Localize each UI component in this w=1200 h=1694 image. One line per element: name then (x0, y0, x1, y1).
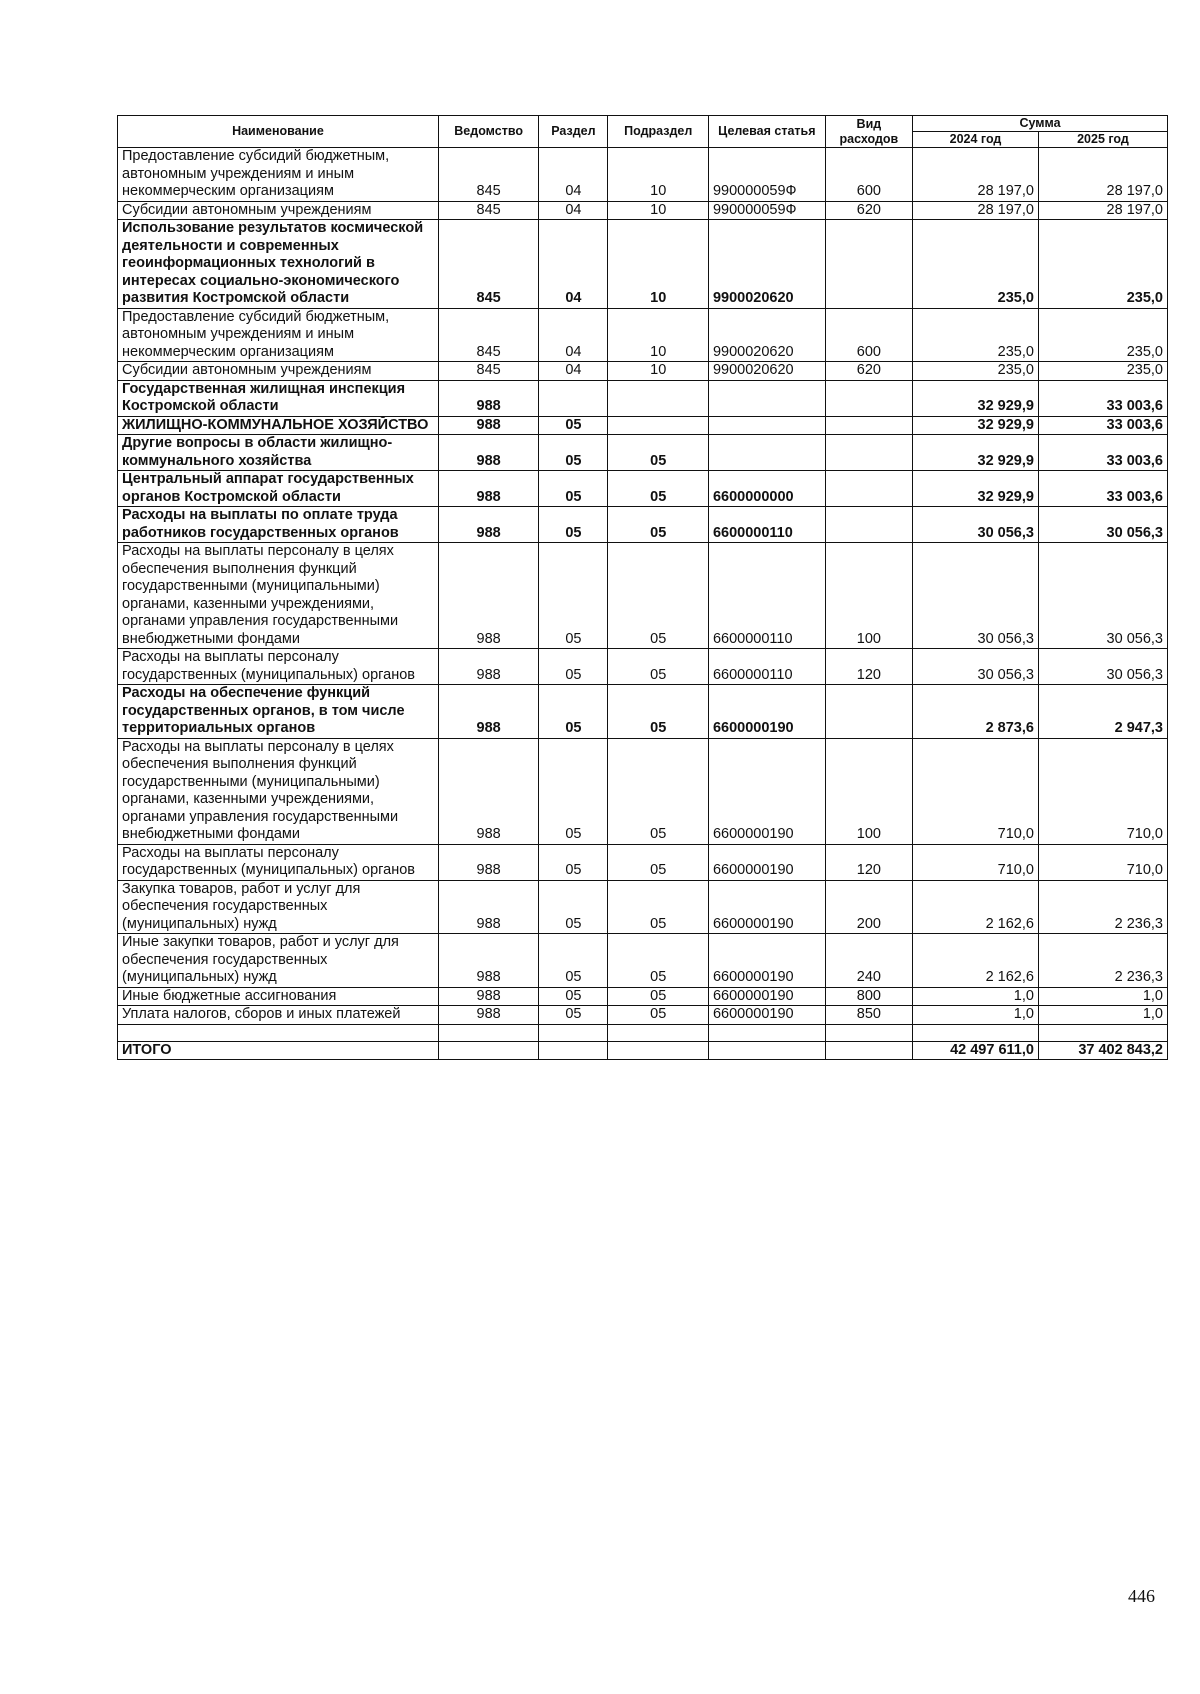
cell-target: 6600000190 (708, 934, 825, 988)
total-2024: 42 497 611,0 (913, 1041, 1039, 1060)
cell-name: Субсидии автономным учреждениям (118, 362, 439, 381)
cell-target: 6600000110 (708, 507, 825, 543)
cell-section: 05 (539, 880, 608, 934)
cell-name: Государственная жилищная инспекция Костромской области (118, 380, 439, 416)
cell-section: 05 (539, 649, 608, 685)
cell-subsection: 05 (608, 880, 709, 934)
cell-name: Предоставление субсидий бюджетным, автономным учреждениям и иным некоммерческим организациям (118, 148, 439, 202)
cell-y2025: 2 947,3 (1038, 685, 1167, 739)
empty-cell (539, 1024, 608, 1041)
total-row (118, 1041, 1168, 1060)
cell-exp-type (825, 416, 912, 435)
cell-target: 9900020620 (708, 362, 825, 381)
table-row (118, 308, 1168, 362)
header-subsection: Подраздел (608, 116, 709, 148)
empty-cell (708, 1024, 825, 1041)
cell-subsection: 05 (608, 1006, 709, 1025)
cell-y2025: 30 056,3 (1038, 543, 1167, 649)
cell-section (539, 380, 608, 416)
cell-section: 05 (539, 435, 608, 471)
table-row (118, 738, 1168, 844)
cell-dept: 988 (438, 435, 539, 471)
empty-cell (913, 1024, 1039, 1041)
cell-target (708, 435, 825, 471)
cell-target: 9900020620 (708, 308, 825, 362)
cell-name: Иные бюджетные ассигнования (118, 987, 439, 1006)
table-row (118, 220, 1168, 309)
cell-y2025: 30 056,3 (1038, 649, 1167, 685)
cell-name: Расходы на выплаты по оплате труда работников государственных органов (118, 507, 439, 543)
cell-section: 05 (539, 738, 608, 844)
table-row (118, 987, 1168, 1006)
cell-name: Расходы на обеспечение функций государственных органов, в том числе территориальных органов (118, 685, 439, 739)
cell-y2024: 32 929,9 (913, 416, 1039, 435)
cell-subsection: 05 (608, 844, 709, 880)
table-row (118, 201, 1168, 220)
cell-exp-type: 200 (825, 880, 912, 934)
cell-y2025: 1,0 (1038, 1006, 1167, 1025)
cell-name: Расходы на выплаты персоналу в целях обеспечения выполнения функций государственными (муниципальными) органами, казенными учреждениями, органами управления государственными внебюджетными фондами (118, 738, 439, 844)
table-row (118, 416, 1168, 435)
cell-y2024: 235,0 (913, 362, 1039, 381)
empty-cell (118, 1024, 439, 1041)
cell-y2025: 2 236,3 (1038, 934, 1167, 988)
cell-y2025: 235,0 (1038, 220, 1167, 309)
cell-section: 05 (539, 987, 608, 1006)
cell-name: Расходы на выплаты персоналу государственных (муниципальных) органов (118, 844, 439, 880)
cell-y2024: 30 056,3 (913, 543, 1039, 649)
cell-y2025: 28 197,0 (1038, 148, 1167, 202)
cell-subsection: 10 (608, 220, 709, 309)
cell-exp-type: 800 (825, 987, 912, 1006)
cell-subsection: 05 (608, 543, 709, 649)
header-row (118, 116, 1168, 132)
cell-exp-type: 600 (825, 308, 912, 362)
cell-y2024: 2 873,6 (913, 685, 1039, 739)
total-empty (708, 1041, 825, 1060)
cell-dept: 988 (438, 543, 539, 649)
cell-subsection: 10 (608, 201, 709, 220)
cell-y2024: 710,0 (913, 844, 1039, 880)
cell-subsection: 05 (608, 934, 709, 988)
cell-dept: 988 (438, 471, 539, 507)
table-row (118, 148, 1168, 202)
header-dept: Ведомство (438, 116, 539, 148)
cell-dept: 988 (438, 934, 539, 988)
cell-target: 6600000000 (708, 471, 825, 507)
cell-target: 6600000190 (708, 880, 825, 934)
cell-exp-type: 620 (825, 362, 912, 381)
total-label: ИТОГО (118, 1041, 439, 1060)
total-empty (438, 1041, 539, 1060)
cell-section: 05 (539, 416, 608, 435)
cell-subsection: 05 (608, 738, 709, 844)
cell-y2024: 1,0 (913, 987, 1039, 1006)
cell-exp-type (825, 471, 912, 507)
cell-name: Центральный аппарат государственных органов Костромской области (118, 471, 439, 507)
cell-dept: 988 (438, 1006, 539, 1025)
cell-y2025: 33 003,6 (1038, 416, 1167, 435)
cell-section: 04 (539, 362, 608, 381)
cell-section: 04 (539, 308, 608, 362)
header-sum: Сумма (913, 116, 1168, 132)
cell-name: Расходы на выплаты персоналу государственных (муниципальных) органов (118, 649, 439, 685)
cell-section: 05 (539, 844, 608, 880)
table-row (118, 471, 1168, 507)
cell-name: Другие вопросы в области жилищно-коммунального хозяйства (118, 435, 439, 471)
cell-section: 04 (539, 220, 608, 309)
cell-y2024: 235,0 (913, 220, 1039, 309)
cell-subsection: 05 (608, 987, 709, 1006)
cell-target (708, 416, 825, 435)
cell-dept: 988 (438, 416, 539, 435)
cell-subsection (608, 380, 709, 416)
cell-y2024: 28 197,0 (913, 148, 1039, 202)
header-2024: 2024 год (913, 132, 1039, 148)
cell-name: Расходы на выплаты персоналу в целях обеспечения выполнения функций государственными (муниципальными) органами, казенными учреждениями, органами управления государственными внебюджетными фондами (118, 543, 439, 649)
cell-y2025: 30 056,3 (1038, 507, 1167, 543)
cell-subsection: 05 (608, 507, 709, 543)
cell-name: Предоставление субсидий бюджетным, автономным учреждениям и иным некоммерческим организациям (118, 308, 439, 362)
cell-dept: 988 (438, 844, 539, 880)
cell-target: 6600000190 (708, 987, 825, 1006)
cell-name: ЖИЛИЩНО-КОММУНАЛЬНОЕ ХОЗЯЙСТВО (118, 416, 439, 435)
cell-y2024: 2 162,6 (913, 880, 1039, 934)
cell-dept: 988 (438, 738, 539, 844)
table-row (118, 507, 1168, 543)
cell-subsection: 05 (608, 471, 709, 507)
cell-target: 990000059Ф (708, 148, 825, 202)
cell-section: 05 (539, 507, 608, 543)
empty-cell (438, 1024, 539, 1041)
cell-subsection: 10 (608, 362, 709, 381)
cell-exp-type: 620 (825, 201, 912, 220)
cell-exp-type (825, 685, 912, 739)
header-exp-type: Вид расходов (825, 116, 912, 148)
table-row (118, 1006, 1168, 1025)
cell-section: 04 (539, 148, 608, 202)
table-row (118, 543, 1168, 649)
cell-dept: 845 (438, 201, 539, 220)
cell-dept: 845 (438, 362, 539, 381)
cell-target: 6600000190 (708, 1006, 825, 1025)
cell-name: Субсидии автономным учреждениям (118, 201, 439, 220)
cell-y2025: 2 236,3 (1038, 880, 1167, 934)
cell-exp-type (825, 220, 912, 309)
cell-y2024: 30 056,3 (913, 649, 1039, 685)
cell-target: 6600000110 (708, 543, 825, 649)
cell-target: 6600000190 (708, 685, 825, 739)
cell-target: 6600000190 (708, 738, 825, 844)
cell-y2024: 1,0 (913, 1006, 1039, 1025)
cell-subsection (608, 416, 709, 435)
cell-section: 05 (539, 1006, 608, 1025)
total-empty (825, 1041, 912, 1060)
table-row (118, 362, 1168, 381)
cell-name: Закупка товаров, работ и услуг для обеспечения государственных (муниципальных) нужд (118, 880, 439, 934)
cell-target: 990000059Ф (708, 201, 825, 220)
cell-y2024: 710,0 (913, 738, 1039, 844)
total-empty (539, 1041, 608, 1060)
cell-target: 6600000190 (708, 844, 825, 880)
cell-section: 05 (539, 471, 608, 507)
table-row (118, 880, 1168, 934)
cell-exp-type: 850 (825, 1006, 912, 1025)
header-target: Целевая статья (708, 116, 825, 148)
budget-table (117, 115, 1168, 1060)
page-number: 446 (1128, 1586, 1155, 1606)
cell-y2025: 235,0 (1038, 362, 1167, 381)
cell-name: Использование результатов космической деятельности и современных геоинформационных технологий в интересах социально-экономического развития Костромской области (118, 220, 439, 309)
header-section: Раздел (539, 116, 608, 148)
cell-exp-type: 240 (825, 934, 912, 988)
cell-y2025: 28 197,0 (1038, 201, 1167, 220)
cell-subsection: 05 (608, 685, 709, 739)
cell-target: 6600000110 (708, 649, 825, 685)
cell-section: 04 (539, 201, 608, 220)
header-2025: 2025 год (1038, 132, 1167, 148)
cell-dept: 845 (438, 308, 539, 362)
cell-exp-type: 120 (825, 844, 912, 880)
cell-subsection: 05 (608, 649, 709, 685)
empty-row (118, 1024, 1168, 1041)
cell-y2025: 33 003,6 (1038, 471, 1167, 507)
table-row (118, 649, 1168, 685)
empty-cell (825, 1024, 912, 1041)
cell-y2024: 2 162,6 (913, 934, 1039, 988)
cell-dept: 845 (438, 220, 539, 309)
cell-target (708, 380, 825, 416)
cell-y2024: 30 056,3 (913, 507, 1039, 543)
cell-y2025: 710,0 (1038, 738, 1167, 844)
cell-dept: 988 (438, 380, 539, 416)
total-empty (608, 1041, 709, 1060)
cell-y2025: 33 003,6 (1038, 380, 1167, 416)
table-row (118, 934, 1168, 988)
table-row (118, 685, 1168, 739)
empty-cell (608, 1024, 709, 1041)
cell-dept: 988 (438, 685, 539, 739)
cell-y2025: 1,0 (1038, 987, 1167, 1006)
cell-subsection: 05 (608, 435, 709, 471)
cell-y2024: 235,0 (913, 308, 1039, 362)
total-2025: 37 402 843,2 (1038, 1041, 1167, 1060)
cell-dept: 988 (438, 987, 539, 1006)
table-body (118, 148, 1168, 1060)
cell-name: Иные закупки товаров, работ и услуг для обеспечения государственных (муниципальных) нужд (118, 934, 439, 988)
table-row (118, 844, 1168, 880)
cell-y2024: 32 929,9 (913, 435, 1039, 471)
cell-subsection: 10 (608, 308, 709, 362)
cell-section: 05 (539, 543, 608, 649)
table-row (118, 435, 1168, 471)
cell-exp-type (825, 507, 912, 543)
cell-y2025: 710,0 (1038, 844, 1167, 880)
cell-y2024: 32 929,9 (913, 471, 1039, 507)
cell-exp-type (825, 435, 912, 471)
cell-section: 05 (539, 685, 608, 739)
header-name: Наименование (118, 116, 439, 148)
cell-y2024: 28 197,0 (913, 201, 1039, 220)
cell-y2025: 235,0 (1038, 308, 1167, 362)
empty-cell (1038, 1024, 1167, 1041)
cell-y2024: 32 929,9 (913, 380, 1039, 416)
cell-dept: 988 (438, 649, 539, 685)
cell-exp-type (825, 380, 912, 416)
cell-dept: 988 (438, 507, 539, 543)
cell-exp-type: 100 (825, 543, 912, 649)
cell-dept: 988 (438, 880, 539, 934)
table-row (118, 380, 1168, 416)
cell-section: 05 (539, 934, 608, 988)
cell-y2025: 33 003,6 (1038, 435, 1167, 471)
cell-exp-type: 120 (825, 649, 912, 685)
cell-exp-type: 100 (825, 738, 912, 844)
cell-dept: 845 (438, 148, 539, 202)
cell-target: 9900020620 (708, 220, 825, 309)
cell-exp-type: 600 (825, 148, 912, 202)
cell-name: Уплата налогов, сборов и иных платежей (118, 1006, 439, 1025)
cell-subsection: 10 (608, 148, 709, 202)
